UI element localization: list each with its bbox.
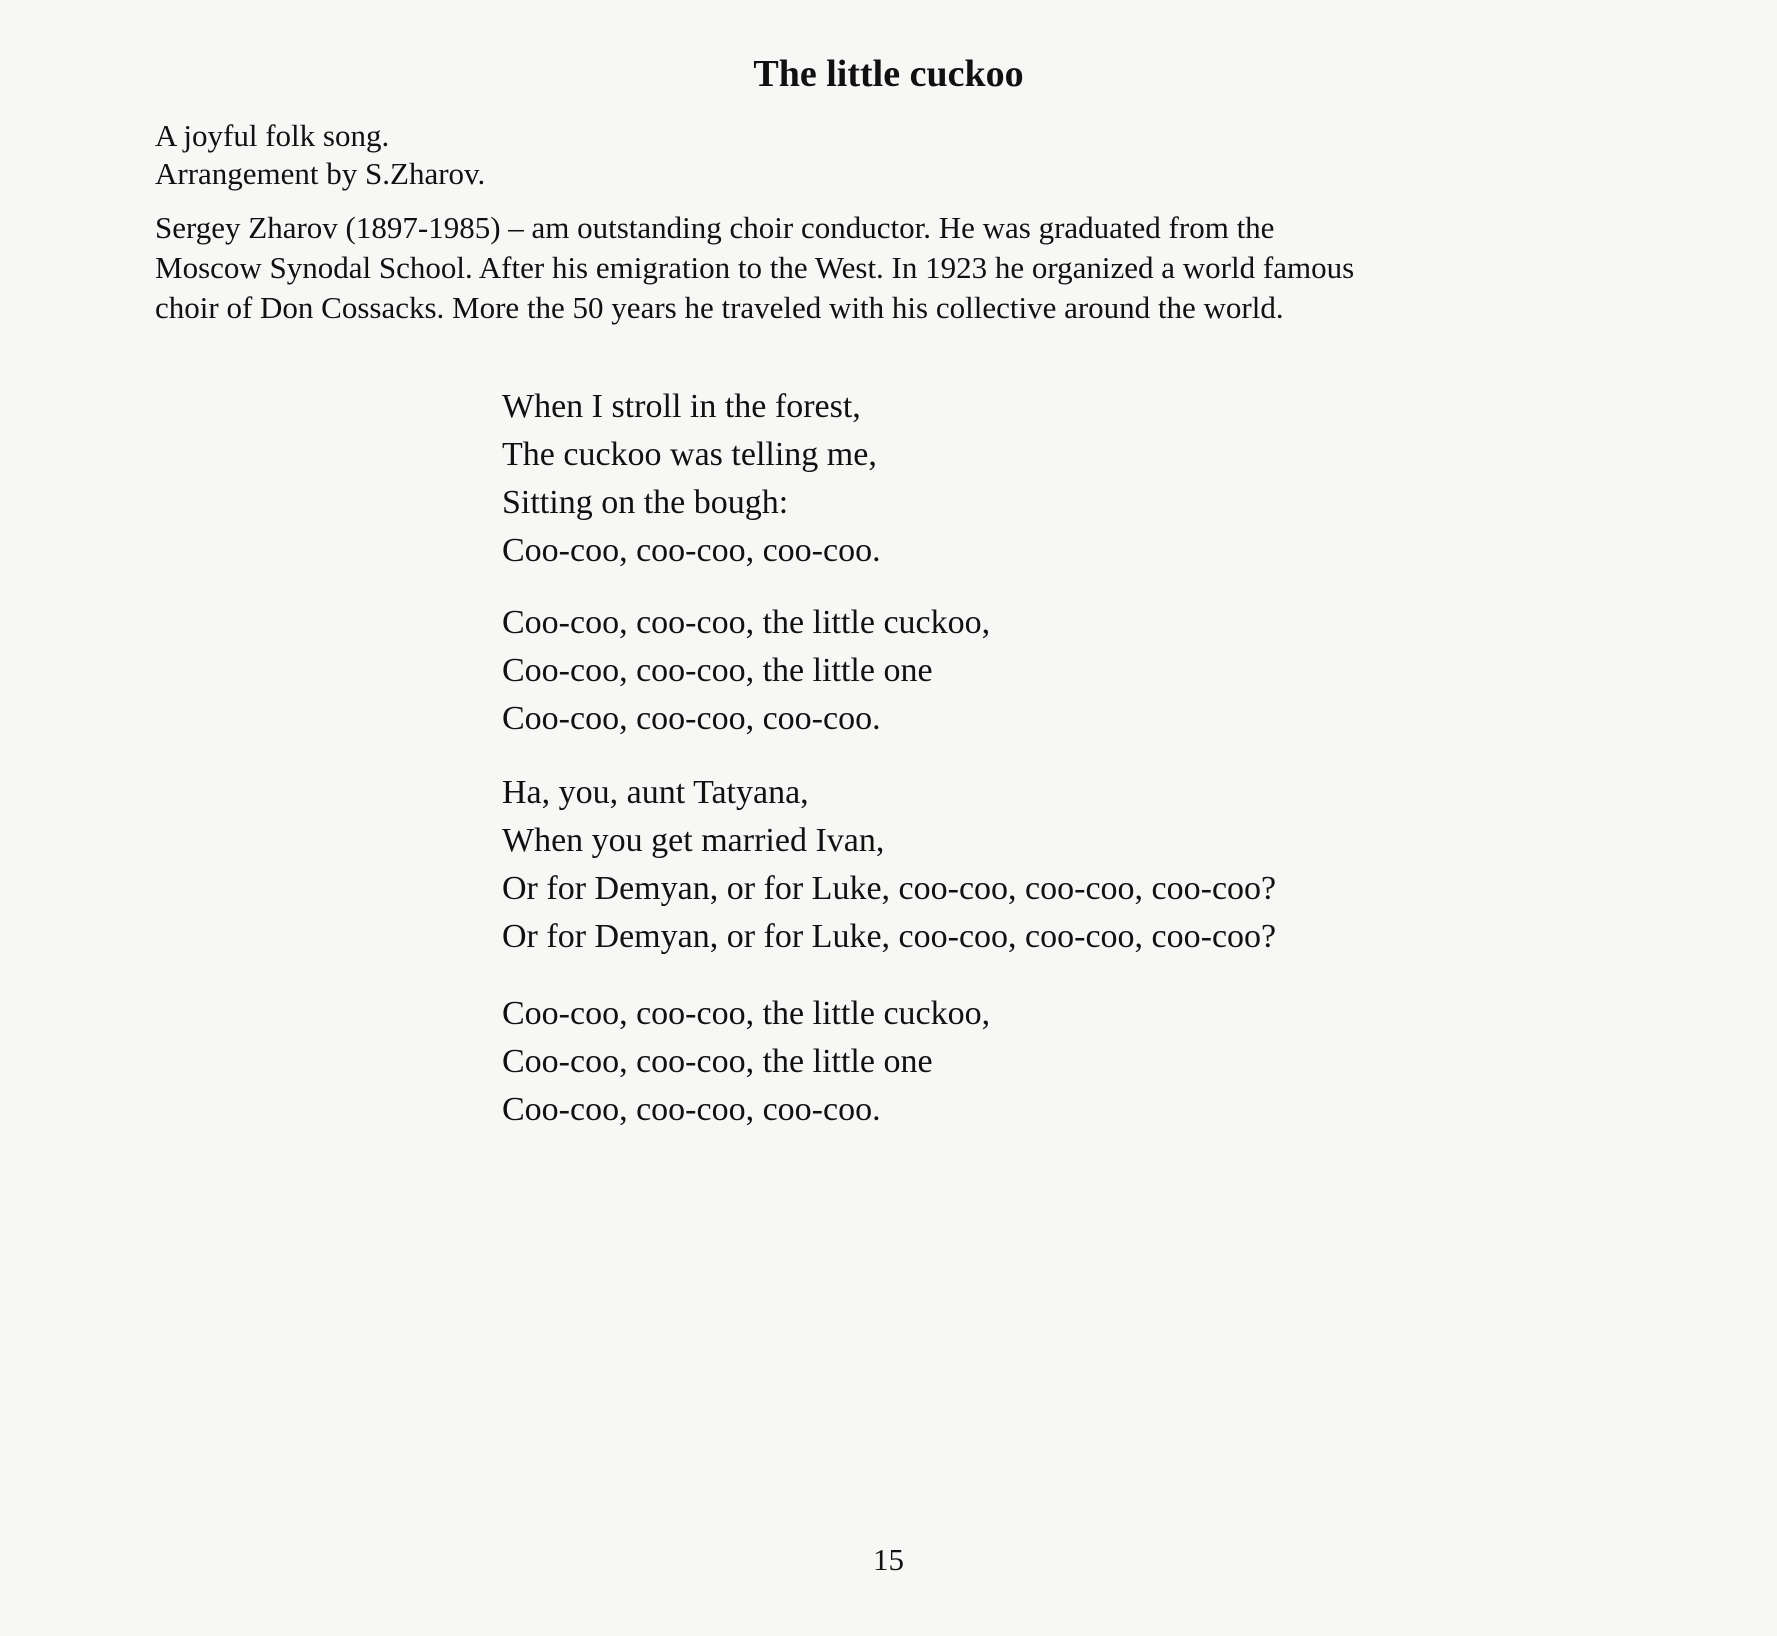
lyric-line: Coo-coo, coo-coo, coo-coo. [502, 532, 881, 569]
arrangement-credit: Arrangement by S.Zharov. [155, 156, 486, 191]
bio-line: Sergey Zharov (1897-1985) – am outstanding choir conductor. He was graduated from the [155, 210, 1275, 245]
lyric-line: Coo-coo, coo-coo, coo-coo. [502, 700, 881, 737]
lyric-line: When you get married Ivan, [502, 822, 885, 859]
lyric-line: Sitting on the bough: [502, 484, 789, 521]
lyric-line: Or for Demyan, or for Luke, coo-coo, coo-coo, coo-coo? [502, 870, 1277, 907]
lyric-line: Coo-coo, coo-coo, the little cuckoo, [502, 995, 991, 1032]
lyric-line: Or for Demyan, or for Luke, coo-coo, coo-coo, coo-coo? [502, 918, 1277, 955]
lyric-line: Coo-coo, coo-coo, the little one [502, 652, 933, 689]
page-title: The little cuckoo [753, 53, 1024, 95]
lyric-line: Ha, you, aunt Tatyana, [502, 774, 809, 811]
bio-line: choir of Don Cossacks. More the 50 years he traveled with his collective around the world. [155, 290, 1284, 325]
lyrics-stanza-1 [502, 383, 1502, 575]
lyric-line: Coo-coo, coo-coo, the little one [502, 1043, 933, 1080]
song-description: A joyful folk song. [155, 118, 390, 153]
bio-line: Moscow Synodal School. After his emigration to the West. In 1923 he organized a world famous [155, 250, 1355, 285]
lyric-line: Coo-coo, coo-coo, coo-coo. [502, 1091, 881, 1128]
lyrics-stanza-4 [502, 990, 1502, 1134]
composer-biography [155, 208, 1645, 328]
lyric-line: Coo-coo, coo-coo, the little cuckoo, [502, 604, 991, 641]
lyric-line: The cuckoo was telling me, [502, 436, 877, 473]
song-intro [155, 117, 485, 193]
lyric-line: When I stroll in the forest, [502, 388, 861, 425]
page-number: 15 [873, 1542, 904, 1577]
lyrics-stanza-3 [502, 769, 1502, 961]
lyrics-stanza-2 [502, 599, 1502, 743]
